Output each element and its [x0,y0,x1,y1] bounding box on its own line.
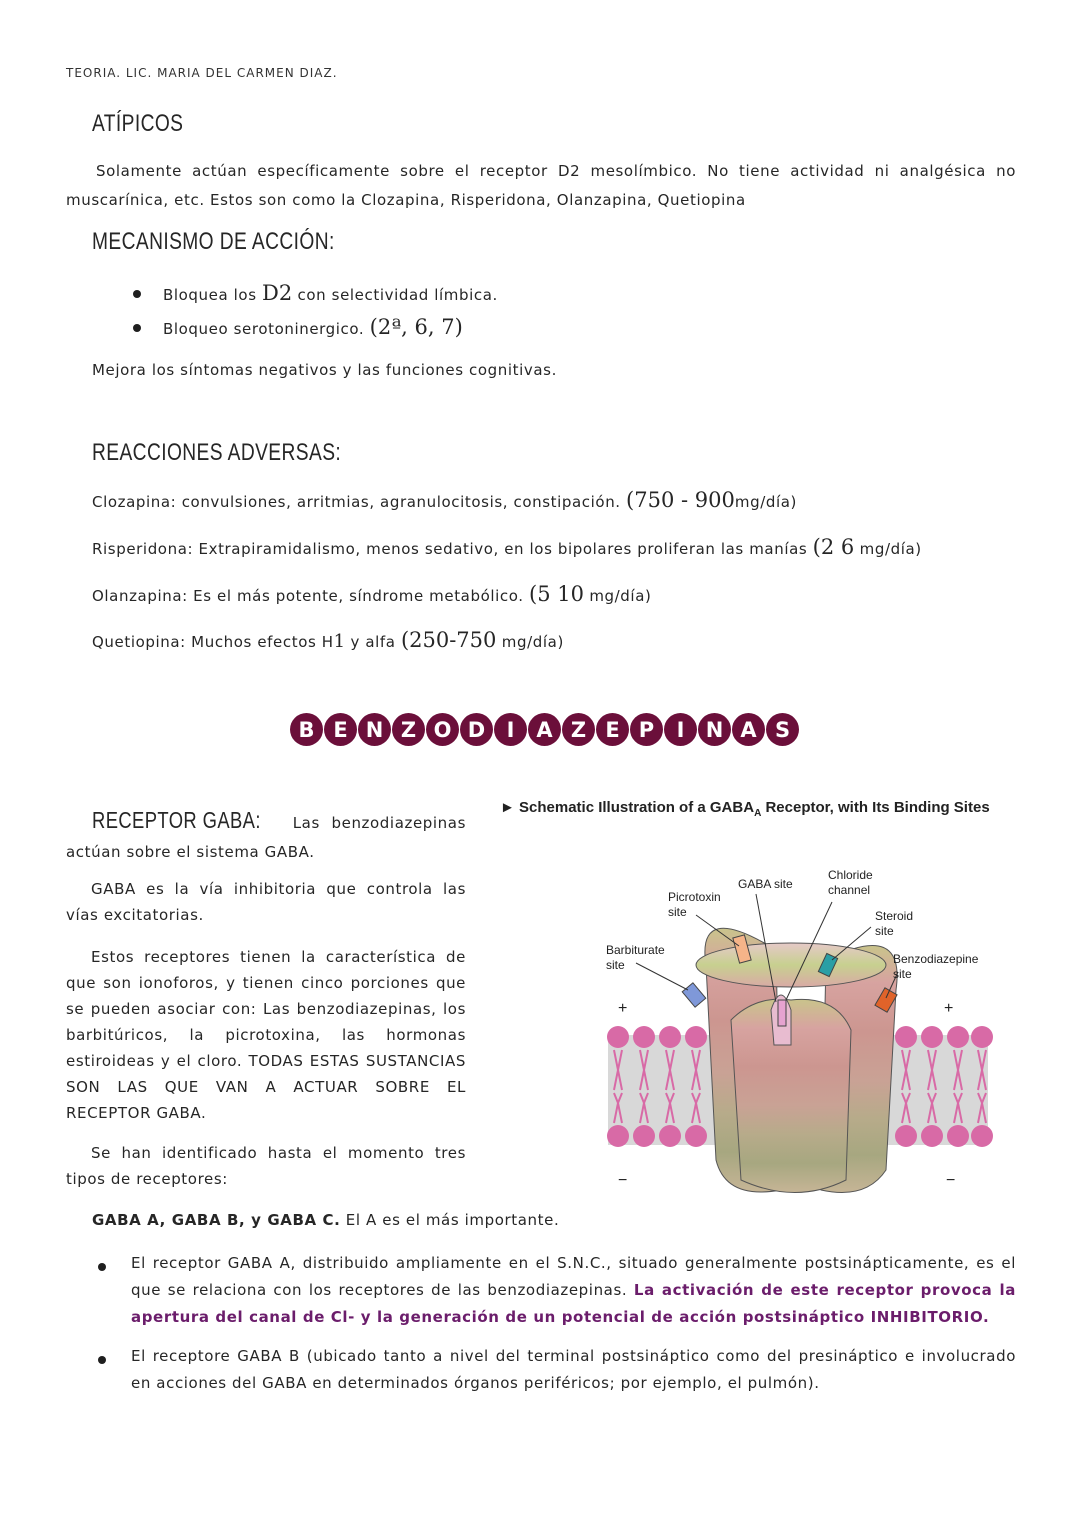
atipicos-intro: Solamente actúan específicamente sobre el receptor D2 mesolímbico. No tiene actividad ni analgésica no muscarínica, etc. Estos son como la Clozapina, Risperidona, Olanzapina, Quetiopina [66,162,1016,209]
plus-sign: + [618,1000,628,1017]
reaccion-text: Quetiopina: Muchos efectos H [92,633,334,651]
banner-letter: A [732,713,765,746]
item-text: con selectividad límbica. [292,286,498,304]
document-header: TEORIA. LIC. MARIA DEL CARMEN DIAZ. [66,66,338,80]
label-benzodiazepine-site: site [893,967,912,981]
bullet-text: El receptore GABA B (ubicado tanto a nivel del terminal postsináptico como del presináptico e involucrado en acciones del GABA en determinados órganos periféricos; por ejemplo, el pulmón). [131,1347,1016,1392]
banner-letter: D [460,713,493,746]
banner-letter: Z [392,713,425,746]
d2-label: D2 [261,281,293,305]
item-text: Bloquea los [163,286,262,304]
mecanismo-note: Mejora los síntomas negativos y las funciones cognitivas. [92,361,557,379]
dose: (2 6 [812,535,855,559]
reaccion-text: Risperidona: Extrapiramidalismo, menos sedativo, en los bipolares proliferan las manías [92,540,813,558]
banner-letter: P [630,713,663,746]
receptor-p4: Se han identificado hasta el momento tres tipos de receptores: [66,1144,466,1188]
label-barbiturate: Barbiturate [606,943,665,957]
banner-letter: N [698,713,731,746]
h1-label: 1 [333,631,346,652]
dose-unit: mg/día) [734,493,797,511]
dose: (5 10 [529,582,584,606]
receptor-intro-text: Las benzodiazepinas actúan sobre el sistema GABA. [66,814,466,861]
label-steroid-site: site [875,924,894,938]
banner-letter: Z [562,713,595,746]
receptor-types-rest: El A es el más importante. [340,1211,560,1229]
figure-title-text: ► Schematic Illustration of a GABA [500,799,755,816]
bullet-text: El receptor GABA A, distribuido ampliamente en el S.N.C., situado generalmente postsinápticamente, es el que se relaciona con los receptores de las benzodiazepinas. [131,1254,1016,1299]
banner-letter: I [664,713,697,746]
dose: (250-750 [400,628,497,652]
receptor-p2: GABA es la vía inhibitoria que controla las vías excitatorias. [66,880,466,924]
list-item [163,276,763,310]
reaccion-text: Olanzapina: Es el más potente, síndrome metabólico. [92,587,529,605]
label-barbiturate-site: site [606,958,625,972]
banner-letter: I [494,713,527,746]
banner-letter: A [528,713,561,746]
reaccion-text: y alfa [345,633,401,651]
label-steroid: Steroid [875,909,914,923]
mecanismo-list [163,276,763,344]
plus-sign: + [944,1000,954,1017]
label-chloride: Chloride [828,868,873,882]
reaccion-text: Clozapina: convulsiones, arritmias, agranulocitosis, constipación. [92,493,627,511]
banner-letter: O [426,713,459,746]
bullet-highlight: La activación de este receptor provoca la apertura del canal de Cl- y la generación de un potencial de acción postsináptico INHIBITORIO. [131,1281,1016,1326]
reaccion-olanzapina [92,580,651,611]
banner-letter: E [324,713,357,746]
banner-letter: E [596,713,629,746]
dose-unit: mg/día) [496,633,564,651]
receptor-protein [696,928,897,1192]
label-picrotoxin-site: site [668,905,687,919]
section-heading-mecanismo: MECANISMO DE ACCIÓN: [92,228,335,255]
receptor-p3: Estos receptores tienen la característica de que son ionoforos, y tienen cinco porciones que se pueden asociar con: Las benzodiazepinas, los barbitúricos, la picrotoxina, las hormonas estiroideas y el cloro. TODAS ESTAS SUSTANCIAS SON LAS QUE VAN A ACTUAR SOBRE EL RECEPTOR GABA. [66,948,466,1122]
figure-title-sub: A [754,808,762,819]
section-heading-reacciones: REACCIONES ADVERSAS: [92,439,342,466]
list-item [163,310,763,344]
figure-title [500,799,990,819]
receptor-subtypes: (2ª, 6, 7) [369,315,463,339]
banner-letter: B [290,713,323,746]
label-picrotoxin: Picrotoxin [668,890,721,904]
list-item [131,1343,1016,1397]
receptor-types [92,1206,559,1235]
banner-letter: S [766,713,799,746]
list-item [131,1250,1016,1331]
reaccion-quetiopina [92,626,564,657]
section-heading-receptor: RECEPTOR GABA: [92,807,261,833]
benzodiazepinas-banner [290,713,799,746]
dose-unit: mg/día) [583,587,652,605]
label-chloride-channel: channel [828,883,871,897]
minus-sign: − [946,1172,956,1189]
label-benzodiazepine: Benzodiazepine [893,952,979,966]
receptor-intro [66,806,466,867]
section-heading-atipicos: ATÍPICOS [92,110,184,137]
label-gaba-site: GABA site [738,877,793,891]
dose: (750 - 900 [626,488,735,512]
figure-title-text: Receptor, with Its Binding Sites [761,799,990,816]
dose-unit: mg/día) [854,540,922,558]
receptor-types-bold: GABA A, GABA B, y GABA C. [92,1211,341,1229]
reaccion-risperidona [92,533,922,564]
item-text: Bloqueo serotoninergico. [163,320,370,338]
minus-sign: − [618,1172,628,1189]
gaba-receptor-list [131,1250,1016,1409]
banner-letter: N [358,713,391,746]
reaccion-clozapina [92,486,797,517]
gaba-receptor-diagram [596,860,1006,1200]
